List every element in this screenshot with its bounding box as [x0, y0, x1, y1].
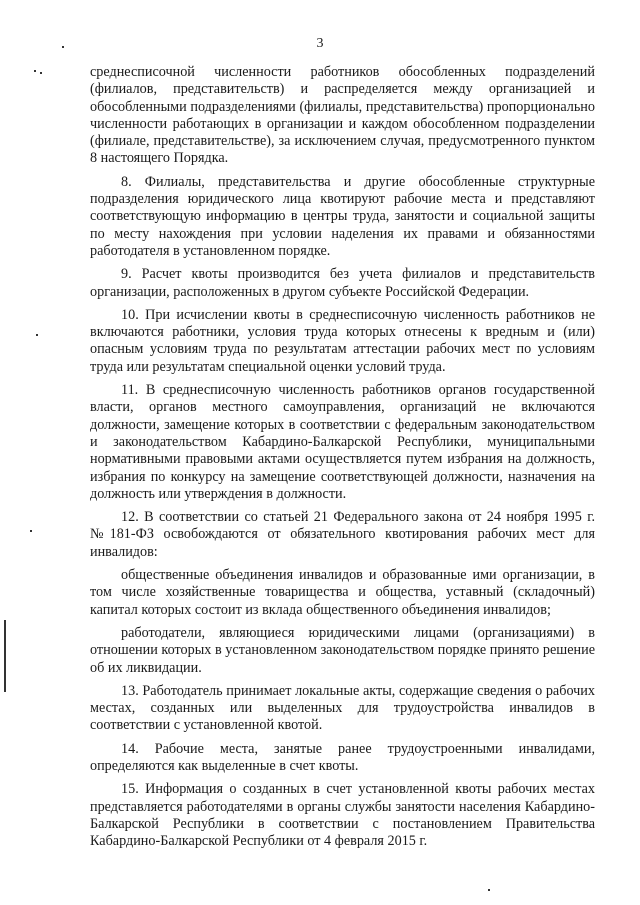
paragraph-15: 15. Информация о созданных в счет установленной квоты рабочих местах представляется работодателями в органы службы занятости населения Кабардино-Балкарской Республики в соответствии с постановлением Правительства Кабардино-Балкарской Республики от 4 февраля 2015 г. [90, 781, 595, 850]
scan-edge-mark [4, 620, 6, 692]
scan-speck [36, 334, 38, 336]
scan-speck [30, 530, 32, 532]
paragraph-12: 12. В соответствии со статьей 21 Федерального закона от 24 ноября 1995 г. №181-ФЗ освобождаются от обязательного квотирования рабочих мест для инвалидов: [90, 509, 595, 560]
paragraph-11: 11. В среднесписочную численность работников органов государственной власти, органов местного самоуправления, организаций не включаются должности, замещение которых в соответствии с федеральным законодательством и законодательством Кабардино-Балкарской Республики, муниципальными нормативными правовыми актами осуществляется путем избрания на должность, избрания по конкурсу на замещение соответствующей должности, назначения на должность или утверждения в должности. [90, 382, 595, 502]
paragraph-8: 8. Филиалы, представительства и другие обособленные структурные подразделения юридического лица квотируют рабочие места и представляют соответствующую информацию в центры труда, занятости и социальной защиты по месту нахождения при условии наделения их правами и обязанностями работодателя в установленном порядке. [90, 173, 595, 259]
page-number: 3 [316, 36, 324, 51]
paragraph-14: 14. Рабочие места, занятые ранее трудоустроенными инвалидами, определяются как выделенные в счет квоты. [90, 740, 595, 774]
document-body [90, 64, 595, 856]
paragraph-12-item-2: работодатели, являющиеся юридическими лицами (организациями) в отношении которых в установленном законодательством порядке принято решение об их ликвидации. [90, 624, 595, 676]
scan-speck [40, 72, 42, 74]
paragraph-12-item-1: общественные объединения инвалидов и образованные ими организации, в том числе хозяйственные товарищества и общества, уставный (складочный) капитал которых состоит из вклада общественного объединения инвалидов; [90, 567, 595, 618]
paragraph-9: 9. Расчет квоты производится без учета филиалов и представительств организации, расположенных в другом субъекте Российской Федерации. [90, 266, 595, 300]
scan-speck [62, 46, 64, 48]
scan-speck [34, 70, 36, 72]
paragraph-13: 13. Работодатель принимает локальные акты, содержащие сведения о рабочих местах, созданных или выделенных для трудоустройства инвалидов в соответствии с установленной квотой. [90, 682, 595, 734]
paragraph-continuation: среднесписочной численности работников обособленных подразделений (филиалов, представительств) и распределяется между организацией и обособленными подразделениями (филиалы, представительства) пропорционально численности работающих в организации и каждом обособленном подразделении (филиале, представительстве), за исключением случая, предусмотренного пунктом 8 настоящего Порядка. [90, 64, 595, 167]
scan-speck [488, 889, 490, 891]
paragraph-10: 10. При исчислении квоты в среднесписочную численность работников не включаются работники, условия труда которых отнесены к вредным и (или) опасным условиям труда по результатам аттестации рабочих мест по условиям труда или результатам специальной оценки условий труда. [90, 306, 595, 375]
